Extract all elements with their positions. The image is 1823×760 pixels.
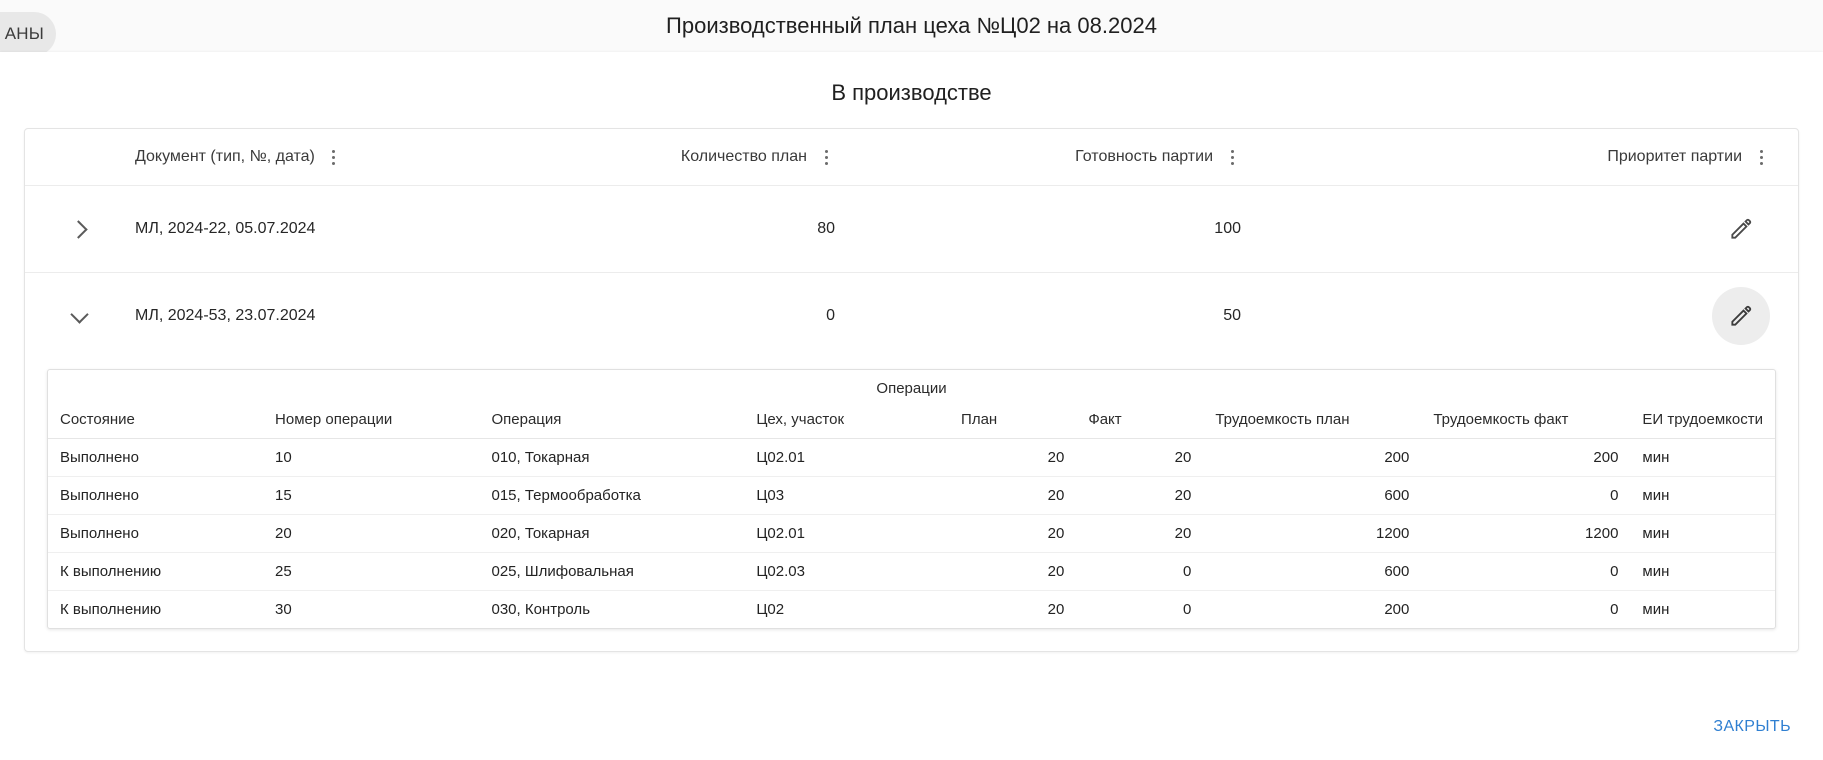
operation-labor-fact: 1200 (1421, 515, 1630, 553)
table-row[interactable] (48, 553, 1775, 591)
operation-plan: 20 (949, 553, 1076, 591)
operation-labor-fact: 0 (1421, 477, 1630, 515)
operations-header-row (48, 405, 1775, 439)
operation-plan: 20 (1047, 601, 1065, 618)
header-label-document: Документ (тип, №, дата) (135, 148, 315, 165)
row-document-value-2: МЛ, 2024-53, 23.07.2024 (135, 307, 316, 324)
operation-state: Выполнено (48, 515, 263, 553)
row-priority-cell-1 (1243, 200, 1798, 258)
row-expander-cell-2[interactable] (25, 302, 135, 330)
operations-header-labor-fact[interactable]: Трудоемкость факт (1421, 405, 1630, 439)
operations-card (47, 369, 1776, 629)
background-chip-label: АНЫ (4, 24, 44, 43)
operations-header-plan[interactable]: План (949, 405, 1076, 439)
operation-labor-plan: 1200 (1203, 515, 1421, 553)
operation-labor-fact: 0 (1421, 553, 1630, 591)
row-priority-cell-2 (1243, 287, 1798, 345)
operation-fact: 20 (1076, 515, 1203, 553)
row-document-cell-2 (135, 307, 475, 325)
operation-number: 15 (263, 477, 479, 515)
operation-shop: Ц02.03 (744, 553, 949, 591)
operation-shop: Ц02.01 (744, 439, 949, 477)
kebab-menu-icon-document[interactable] (325, 146, 343, 168)
operation-labor-plan: 600 (1203, 477, 1421, 515)
operation-labor-fact: 200 (1421, 439, 1630, 477)
operations-header-shop[interactable]: Цех, участок (744, 405, 949, 439)
operation-fact: 0 (1183, 601, 1192, 618)
operation-name: 015, Термообработка (479, 477, 744, 515)
operation-fact: 20 (1076, 439, 1203, 477)
operation-labor-fact: 0 (1610, 601, 1619, 618)
operations-panel (25, 359, 1798, 651)
operation-shop: Ц02.01 (744, 515, 949, 553)
operation-state: К выполнению (48, 553, 263, 591)
header-label-priority: Приоритет партии (1607, 148, 1742, 165)
operation-state: Выполнено (48, 439, 263, 477)
header-cell-readiness[interactable] (841, 146, 1243, 168)
header-label-readiness: Готовность партии (1075, 148, 1213, 165)
table-row[interactable] (48, 515, 1775, 553)
row-qty-value-1: 80 (817, 220, 835, 237)
kebab-menu-icon-readiness[interactable] (1223, 146, 1241, 168)
table-row[interactable] (25, 186, 1798, 273)
operations-header-fact[interactable]: Факт (1076, 405, 1203, 439)
row-document-value-1: МЛ, 2024-22, 05.07.2024 (135, 220, 316, 237)
operation-unit: мин (1630, 477, 1775, 515)
header-cell-document[interactable] (135, 146, 475, 168)
row-readiness-cell-2 (841, 307, 1243, 325)
table-row[interactable] (25, 273, 1798, 359)
table-row[interactable] (48, 477, 1775, 515)
operation-plan: 20 (949, 477, 1076, 515)
operations-header-unit[interactable]: ЕИ трудоемкости (1630, 405, 1775, 439)
operation-unit: мин (1642, 601, 1670, 618)
operation-plan: 20 (949, 515, 1076, 553)
pencil-icon (1728, 303, 1754, 329)
operations-header-op-number[interactable]: Номер операции (263, 405, 479, 439)
operation-unit: мин (1630, 515, 1775, 553)
operation-labor-plan: 600 (1203, 553, 1421, 591)
operation-shop: Ц02 (756, 601, 785, 618)
kebab-menu-icon-qty-plan[interactable] (817, 146, 835, 168)
row-qty-cell-1 (475, 220, 841, 238)
table-row[interactable] (48, 439, 1775, 477)
window-title-bar (0, 0, 1823, 52)
pencil-icon (1728, 216, 1754, 242)
operation-labor-plan: 200 (1203, 439, 1421, 477)
operation-name: 020, Токарная (479, 515, 744, 553)
operation-state: К выполнению (60, 601, 162, 618)
operations-header-operation[interactable]: Операция (479, 405, 744, 439)
operation-state: Выполнено (48, 477, 263, 515)
operation-number: 20 (263, 515, 479, 553)
header-cell-qty-plan[interactable] (475, 146, 841, 168)
operation-fact: 20 (1076, 477, 1203, 515)
close-button[interactable]: ЗАКРЫТЬ (1705, 712, 1799, 742)
operation-fact: 0 (1076, 553, 1203, 591)
batches-grid-header (25, 129, 1798, 186)
row-expander-cell-1[interactable] (25, 215, 135, 243)
edit-row-button-1[interactable] (1712, 200, 1770, 258)
table-row[interactable] (48, 591, 1775, 629)
header-cell-priority[interactable] (1243, 146, 1798, 168)
operation-unit: мин (1630, 439, 1775, 477)
dialog-heading: В производстве (831, 80, 992, 105)
edit-row-button-2[interactable] (1712, 287, 1770, 345)
page-title: Производственный план цеха №Ц02 на 08.2024 (666, 13, 1157, 38)
operations-table (48, 405, 1775, 628)
row-qty-value-2: 0 (826, 307, 835, 324)
chevron-down-icon[interactable] (66, 302, 94, 330)
chevron-right-icon[interactable] (66, 215, 94, 243)
operation-number: 10 (263, 439, 479, 477)
operation-name: 025, Шлифовальная (479, 553, 744, 591)
operation-shop: Ц03 (744, 477, 949, 515)
operation-number: 25 (263, 553, 479, 591)
row-readiness-value-1: 100 (1214, 220, 1241, 237)
dialog-footer (1705, 712, 1799, 742)
operation-labor-plan: 200 (1384, 601, 1410, 618)
batches-grid (24, 128, 1799, 652)
header-label-qty-plan: Количество план (680, 148, 807, 165)
operations-header-state[interactable]: Состояние (48, 405, 263, 439)
row-readiness-cell-1 (841, 220, 1243, 238)
operation-name: 030, Контроль (491, 601, 591, 618)
operation-number: 30 (275, 601, 292, 618)
operations-title: Операции (876, 380, 947, 397)
kebab-menu-icon-priority[interactable] (1752, 146, 1770, 168)
row-document-cell-1 (135, 220, 475, 238)
row-qty-cell-2 (475, 307, 841, 325)
row-readiness-value-2: 50 (1223, 307, 1241, 324)
production-plan-dialog (0, 52, 1823, 760)
operations-header-labor-plan[interactable]: Трудоемкость план (1203, 405, 1421, 439)
operation-unit: мин (1630, 553, 1775, 591)
operation-name: 010, Токарная (479, 439, 744, 477)
operation-plan: 20 (949, 439, 1076, 477)
